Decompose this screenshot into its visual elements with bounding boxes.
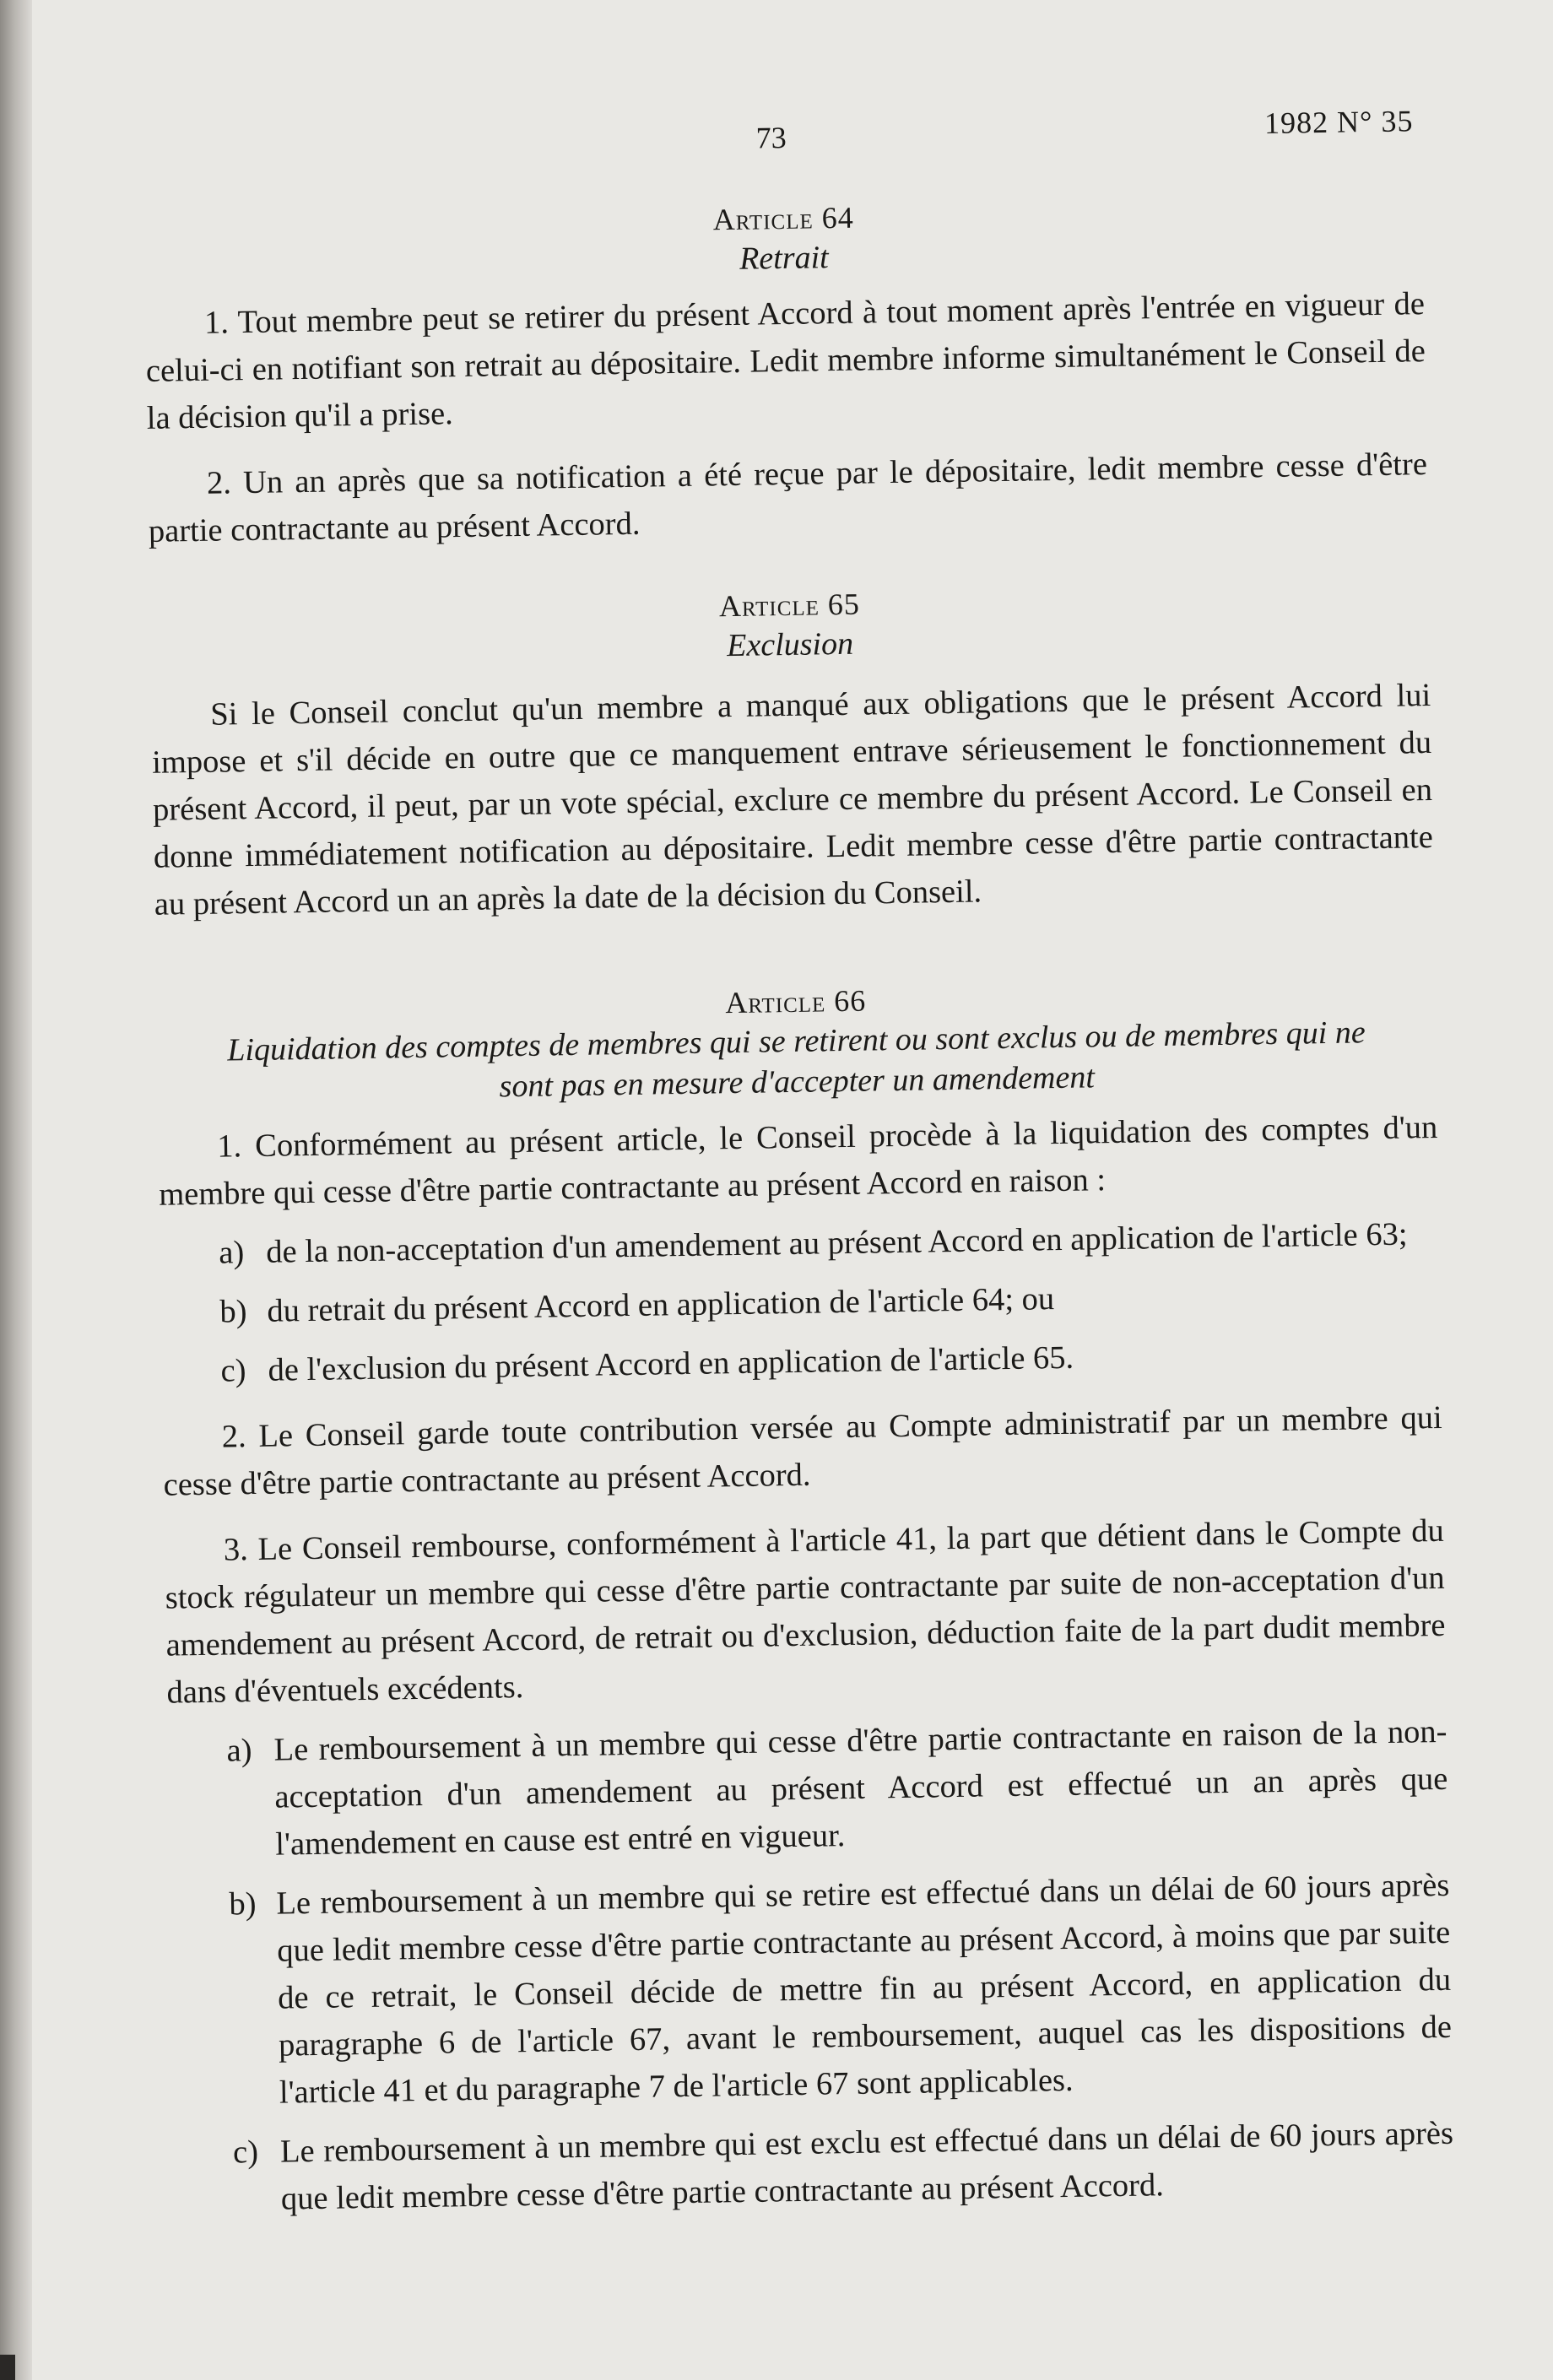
list-item: [167, 1708, 1448, 1870]
list-marker: b): [229, 1886, 257, 1923]
paragraph: 2. Le Conseil garde toute contribution versée au Compte administratif par un membre qui cesse d'être partie contractante au présent Accord.: [163, 1399, 1442, 1503]
article-heading: Article 64: [712, 200, 854, 237]
article-65: [149, 577, 1434, 928]
article-subtitle: Liquidation des comptes de membres qui se retirent ou sont exclus ou de membres qui ne sont pas en mesure d'accepter un amendement: [227, 1014, 1366, 1105]
list-text: Le remboursement à un membre qui est exclu est effectué dans un délai de 60 jours après que ledit membre cesse d'être partie contractante au présent Accord.: [279, 2115, 1454, 2217]
paragraph: 2. Un an après que sa notification a été reçue par le dépositaire, ledit membre cesse d'être partie contractante au présent Accord.: [148, 446, 1428, 549]
list-text: de la non-acceptation d'un amendement au présent Accord en application de l'article 63;: [266, 1216, 1408, 1270]
paragraph: Si le Conseil conclut qu'un membre a manqué aux obligations que le présent Accord lui impose et s'il décide en outre que ce manquement entrave sérieusement le fonctionnement du présent Accord, il peut, par un vote spécial, exclure ce membre du présent Accord. Le Conseil en donne immédiatement notification au dépositaire. Ledit membre cesse d'être partie contractante au présent Accord un an après la date de la décision du Conseil.: [151, 678, 1434, 922]
list-text: de l'exclusion du présent Accord en application de l'article 65.: [268, 1339, 1074, 1388]
list-item: [174, 2110, 1455, 2225]
page-number: 73: [755, 120, 787, 155]
list-text: du retrait du présent Accord en application de l'article 64; ou: [267, 1281, 1055, 1329]
list-text: Le remboursement à un membre qui se retire est effectué dans un délai de 60 jours après que ledit membre cesse d'être partie contractante au présent Accord, à moins que par suite de ce retrait, le Conseil décide de mettre fin au présent Accord, en application du paragraphe 6 de l'article 67, avant le remboursement, auquel cas les dispositions de l'article 41 et du paragraphe 7 de l'article 67 sont applicables.: [276, 1867, 1453, 2111]
page-text-block: [142, 91, 1454, 2225]
book-spine-shadow: [0, 0, 32, 2380]
list-marker: c): [232, 2134, 259, 2171]
corner-mark: [0, 2355, 15, 2380]
paragraph: 1. Conformément au présent article, le Conseil procède à la liquidation des comptes d'un membre qui cesse d'être partie contractante au présent Accord en raison :: [158, 1109, 1438, 1213]
paragraph: 1. Tout membre peut se retirer du présent Accord à tout moment après l'entrée en vigueur de celui-ci en notifiant son retrait au dépositaire. Ledit membre informe simultanément le Conseil de la décision qu'il a prise.: [145, 286, 1426, 436]
paragraph: 3. Le Conseil rembourse, conformément à l'article 41, la part que détient dans le Compte du stock régulateur un membre qui cesse d'être partie contractante par suite de non-acceptation d'un amendement au présent Accord, de retrait ou d'exclusion, déduction faite de la part dudit membre dans d'éventuels excédents.: [165, 1512, 1446, 1711]
list-marker: a): [226, 1733, 252, 1769]
list-marker: b): [219, 1294, 247, 1330]
article-66: [156, 974, 1455, 2225]
page-header: [142, 91, 1422, 179]
article-64: [143, 191, 1428, 555]
list-item: [161, 1328, 1442, 1396]
list-marker: c): [220, 1353, 246, 1389]
article-heading: Article 66: [724, 983, 867, 1020]
list-item: [170, 1862, 1453, 2118]
list-text: Le remboursement à un membre qui cesse d'être partie contractante en raison de la non-acceptation d'un amendement au présent Accord est effectué un an après que l'amendement en cause est entré en vigueur.: [273, 1713, 1448, 1863]
article-subtitle: Retrait: [739, 240, 830, 277]
list-item: [160, 1210, 1440, 1278]
article-subtitle: Exclusion: [726, 625, 854, 664]
issue-reference: 1982 N° 35: [1264, 104, 1414, 141]
list-item: [160, 1269, 1441, 1337]
list-marker: a): [219, 1235, 245, 1271]
article-heading: Article 65: [718, 587, 861, 624]
